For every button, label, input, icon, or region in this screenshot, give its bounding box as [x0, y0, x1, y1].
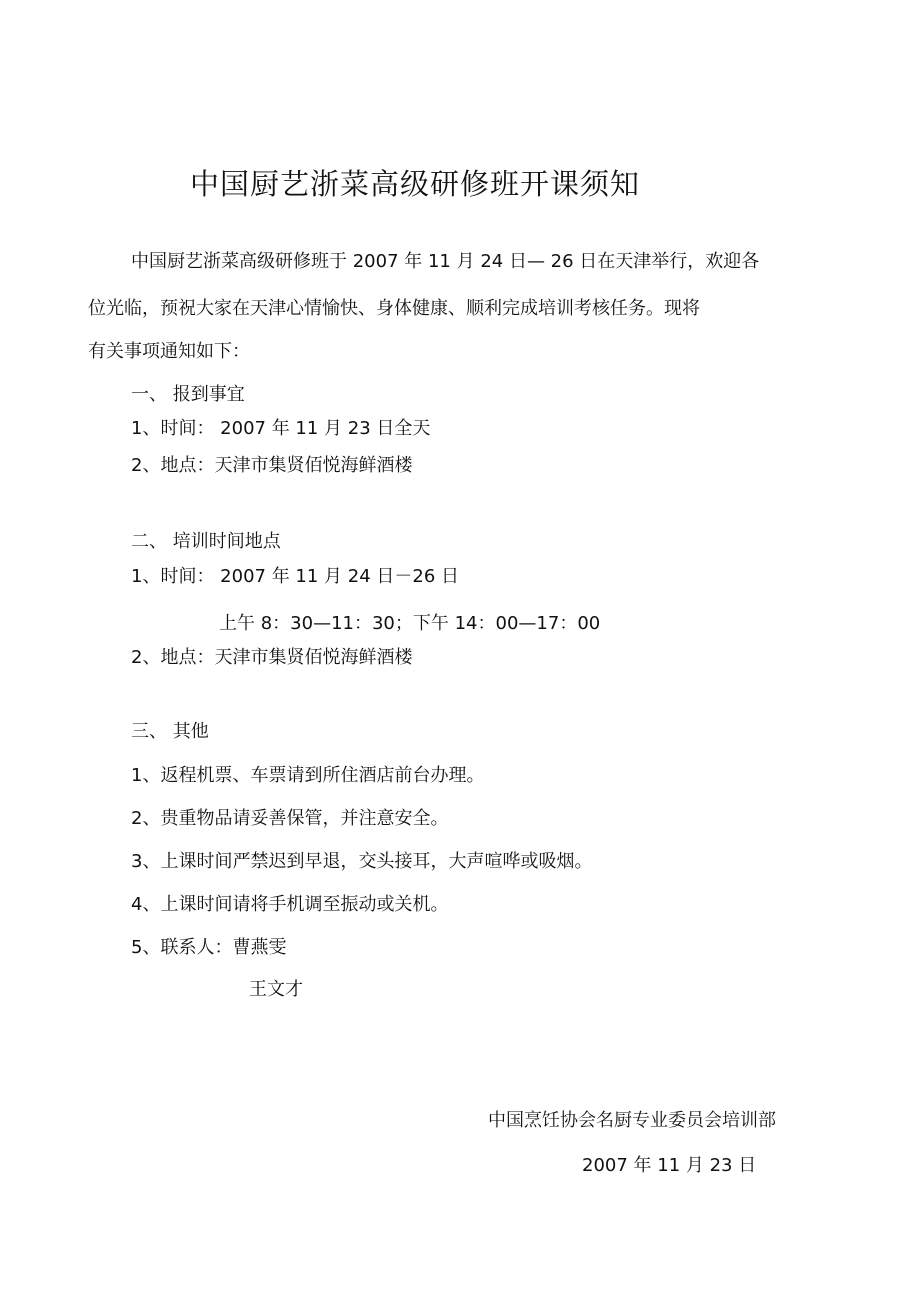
section-3-item-5: 5、联系人：曹燕雯 [131, 937, 287, 958]
section-heading-3: 三、 其他 [131, 721, 209, 742]
section-3-item-4: 4、上课时间请将手机调至振动或关机。 [131, 894, 449, 915]
document-title: 中国厨艺浙菜高级研修班开课须知 [190, 167, 641, 201]
signature-org: 中国烹饪协会名厨专业委员会培训部 [488, 1110, 776, 1131]
section-heading-2: 二、 培训时间地点 [131, 531, 281, 552]
signature-date: 2007 年 11 月 23 日 [582, 1155, 757, 1176]
section-3-item-3: 3、上课时间严禁迟到早退，交头接耳，大声喧哗或吸烟。 [131, 851, 593, 872]
section-3-contact-2: 王文才 [249, 979, 303, 1000]
section-2-item-1: 1、时间： 2007 年 11 月 24 日－26 日 [131, 566, 460, 587]
intro-line-1: 中国厨艺浙菜高级研修班于 2007 年 11 月 24 日— 26 日在天津举行，欢迎各 [131, 251, 760, 272]
section-1-item-1: 1、时间： 2007 年 11 月 23 日全天 [131, 418, 431, 439]
section-3-item-1: 1、返程机票、车票请到所住酒店前台办理。 [131, 765, 485, 786]
intro-line-2: 位光临，预祝大家在天津心情愉快、身体健康、顺利完成培训考核任务。现将 [88, 298, 700, 319]
intro-line-3: 有关事项通知如下： [88, 341, 250, 362]
section-2-item-2: 2、地点：天津市集贤佰悦海鲜酒楼 [131, 647, 413, 668]
section-2-item-hours: 上午 8：30—11：30；下午 14：00—17：00 [219, 613, 601, 634]
section-1-item-2: 2、地点：天津市集贤佰悦海鲜酒楼 [131, 455, 413, 476]
section-heading-1: 一、 报到事宜 [131, 384, 245, 405]
section-3-item-2: 2、贵重物品请妥善保管，并注意安全。 [131, 808, 449, 829]
